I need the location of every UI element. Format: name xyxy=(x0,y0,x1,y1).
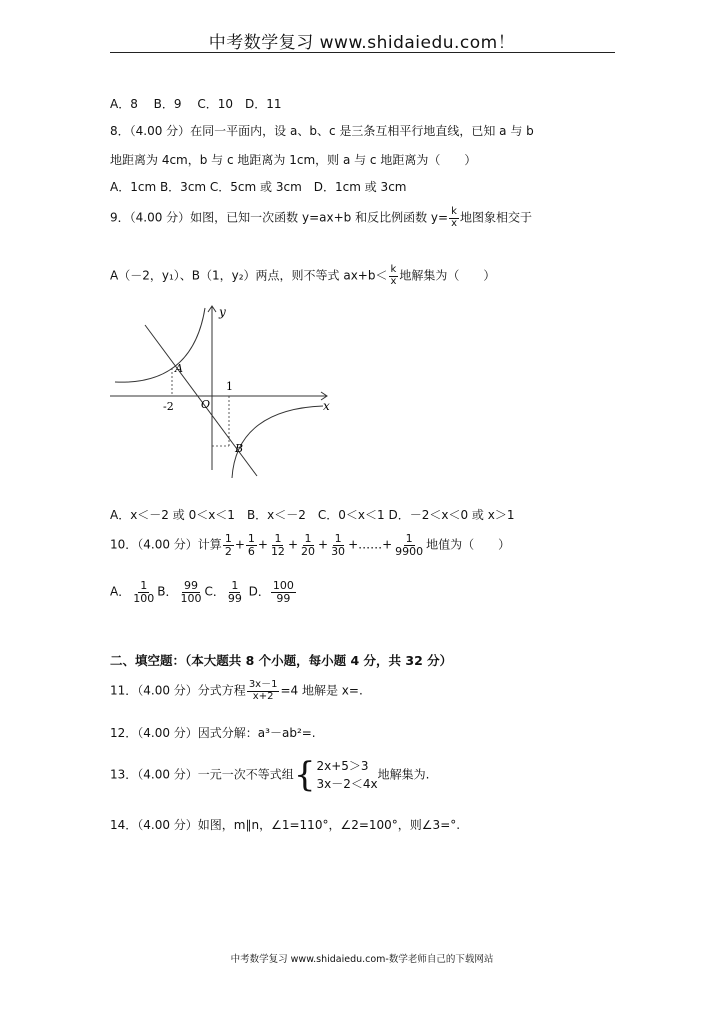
option-c-label: C． xyxy=(204,584,225,599)
header-divider xyxy=(110,52,615,53)
q9-line1 xyxy=(110,207,532,229)
q12-line: 12．（4.00 分）因式分解：a³－ab²=. xyxy=(110,726,316,740)
q9-options: A．x＜－2 或 0＜x＜1 B．x＜－2 C．0＜x＜1 D．－2＜x＜0 或 x＞1 xyxy=(110,508,515,522)
q11-text: 11．（4.00 分）分式方程 xyxy=(110,683,246,698)
x-axis-label: x xyxy=(323,399,330,413)
origin-label: O xyxy=(201,398,211,411)
q9-function-graph xyxy=(105,300,345,480)
point-a-label: A xyxy=(175,362,183,375)
option-a-fraction: $\frac{1}{100}$ xyxy=(133,579,155,605)
q9-line1-text: 9．（4.00 分）如图，已知一次函数 y=ax+b 和反比例函数 y= xyxy=(110,210,449,225)
q8-line1: 8．（4.00 分）在同一平面内，设 a、b、c 是三条互相平行地直线，已知 a 与 b xyxy=(110,124,534,138)
y-axis-label: y xyxy=(219,305,226,319)
option-c-fraction: $\frac{1}{99}$ xyxy=(227,579,242,605)
point-b-label: B xyxy=(235,442,244,455)
q10-fraction-last: $\frac{1}{9900}$ xyxy=(395,532,424,558)
plus-sign: + xyxy=(257,537,268,552)
q10-options xyxy=(110,580,297,604)
q9-fraction-k-over-x: $\frac{k}{x}$ xyxy=(451,206,457,229)
q9-line2-tail: 地解集为（ ） xyxy=(399,268,496,283)
q8-line2: 地距离为 4cm，b 与 c 地距离为 1cm，则 a 与 c 地距离为（ ） xyxy=(110,153,477,167)
option-a-label: A． xyxy=(110,584,131,599)
left-brace-icon: { xyxy=(293,755,316,795)
tick-label-1: 1 xyxy=(226,380,233,393)
q13-line xyxy=(110,757,429,793)
q10-fraction-4: $\frac{1}{20}$ xyxy=(301,532,315,558)
q11-fraction: $\frac{3x-1}{x+2}$ xyxy=(248,679,278,702)
q10-tail: 地值为（ ） xyxy=(426,537,511,552)
q11-line xyxy=(110,680,363,702)
q9-line2 xyxy=(110,265,495,287)
hyperbola-right-branch xyxy=(232,406,323,478)
page-header: 中考数学复习 www.shidaiedu.com！ xyxy=(208,33,516,53)
page-footer: 中考数学复习 www.shidaiedu.com-数学老师自己的下载网站 xyxy=(230,954,494,965)
q9-line2-text: A（－2，y₁）、B（1，y₂）两点，则不等式 ax+b＜ xyxy=(110,268,388,283)
section-title: 二、填空题：（本大题共 8 个小题，每小题 4 分，共 32 分） xyxy=(110,653,453,668)
ellipsis: +……+ xyxy=(348,537,393,552)
q10-fraction-5: $\frac{1}{30}$ xyxy=(331,532,346,558)
q10-fraction-3: $\frac{1}{12}$ xyxy=(270,532,285,558)
plus-sign: + xyxy=(318,537,329,552)
option-d-label: D． xyxy=(248,584,270,599)
q10-fraction-1: $\frac{1}{2}$ xyxy=(224,532,232,558)
inequality-1: 2x+5＞3 xyxy=(316,759,369,773)
option-d-fraction: $\frac{100}{99}$ xyxy=(272,579,294,605)
q11-tail: =4 地解是 x=. xyxy=(280,683,363,698)
plus-sign: + xyxy=(287,537,298,552)
q13-text: 13．（4.00 分）一元一次不等式组 xyxy=(110,767,294,782)
option-b-label: B． xyxy=(157,584,178,599)
plus-sign: + xyxy=(234,537,245,552)
inequality-system xyxy=(294,757,378,793)
tick-label-neg2: -2 xyxy=(163,400,174,413)
option-b-fraction: $\frac{99}{100}$ xyxy=(180,579,202,605)
q8-options: A．1cm B．3cm C．5cm 或 3cm D．1cm 或 3cm xyxy=(110,180,407,194)
inequality-2: 3x－2＜4x xyxy=(316,777,378,791)
q14-line: 14．（4.00 分）如图，m∥n，∠1=110°，∠2=100°，则∠3=°. xyxy=(110,818,461,832)
q10-fraction-2: $\frac{1}{6}$ xyxy=(247,532,255,558)
q13-tail: 地解集为. xyxy=(377,767,430,782)
q9-inequality-fraction: $\frac{k}{x}$ xyxy=(390,264,397,287)
q9-line1-tail: 地图象相交于 xyxy=(459,210,532,225)
q10-line xyxy=(110,533,510,557)
q7-options: A．8 B．9 C．10 D．11 xyxy=(110,97,282,111)
q10-text: 10．（4.00 分）计算 xyxy=(110,537,222,552)
